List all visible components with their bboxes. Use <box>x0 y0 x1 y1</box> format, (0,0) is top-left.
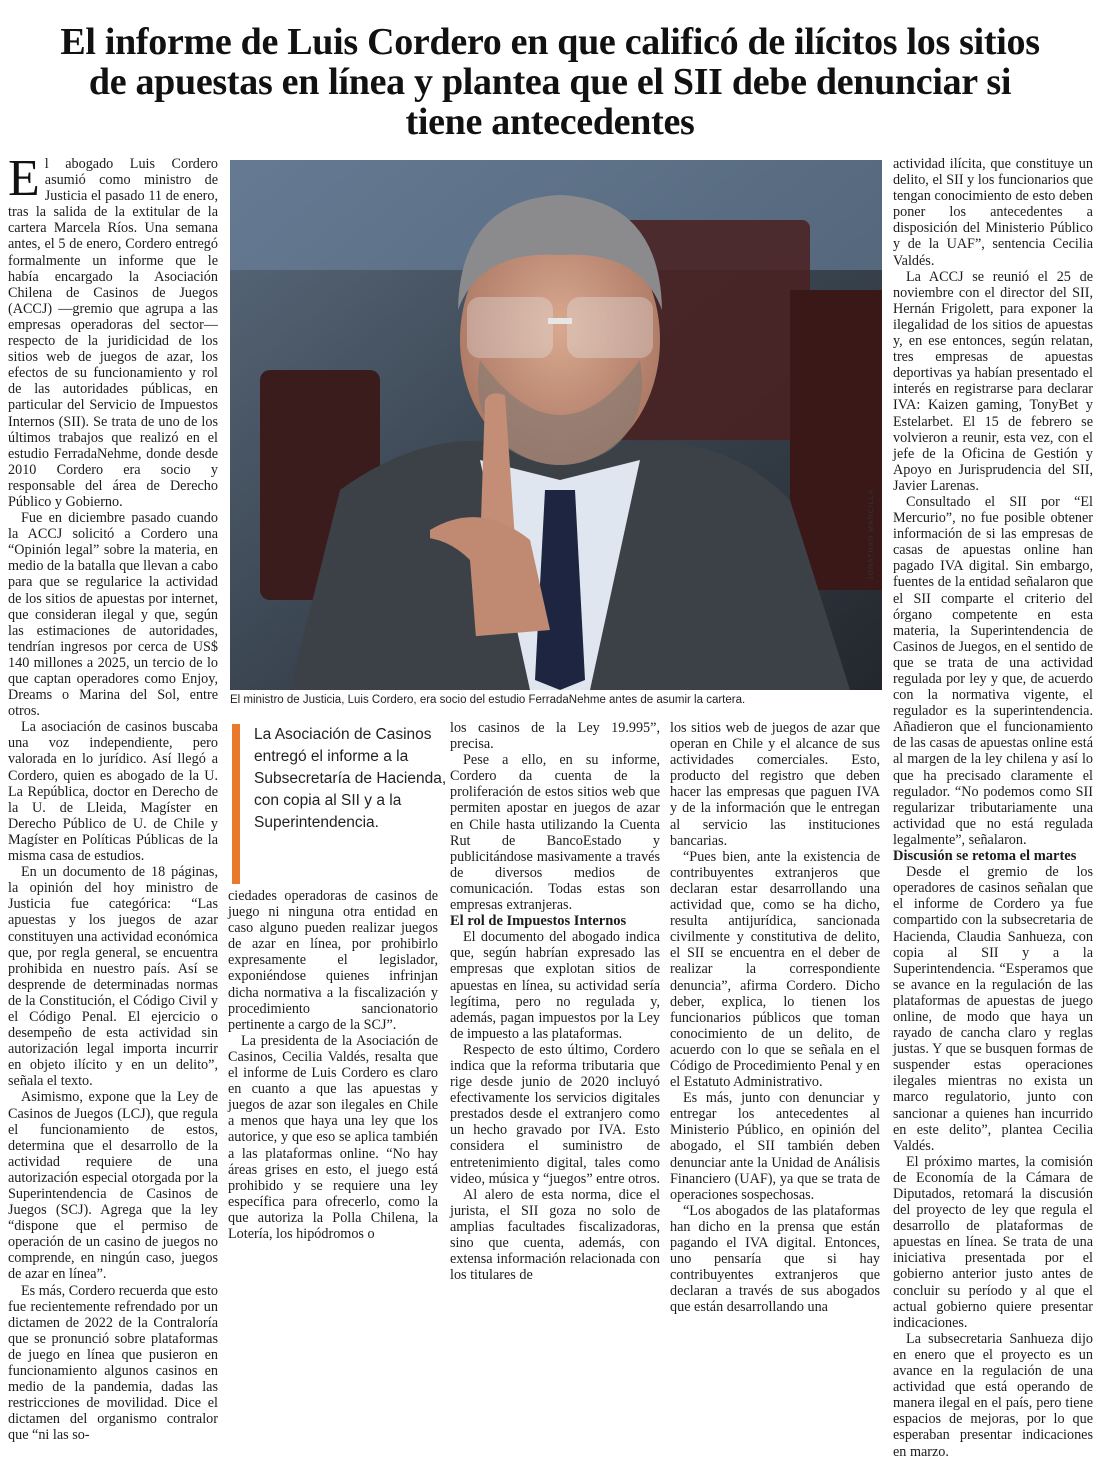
article-column-5 <box>893 156 1093 1460</box>
photo-credit: JONATHAN MANCILLA <box>868 488 875 580</box>
paragraph: Asimismo, expone que la Ley de Casinos de Juegos (LCJ), que regula el funcionamiento de estos, determina que el desarrollo de la actividad requiere de una autorización especial otorgada por la Superintendencia de Casinos de Juegos (SCJ). Agrega que la ley “dispone que el permiso de operación de un casino de juegos no comprende, en ningún caso, juegos de azar en línea”. <box>8 1089 218 1283</box>
paragraph: Es más, Cordero recuerda que esto fue recientemente refrendado por un dictamen de 2022 de la Contraloría que se pronunció sobre plataformas de juego en línea que pusieron en funcionamiento algunos casinos en medio de la pandemia, dadas las restricciones de movilidad. Dice el dictamen del organismo contralor que “ni las so- <box>8 1282 218 1444</box>
paragraph: los casinos de la Ley 19.995”, precisa. <box>450 720 660 753</box>
paragraph: actividad ilícita, que constituye un delito, el SII y los funcionarios que tengan conocimiento de esto deben poner los antecedentes a disposición del Ministerio Público y de la UAF”, sentencia Cecilia Valdés. <box>893 156 1093 269</box>
paragraph: Fue en diciembre pasado cuando la ACCJ solicitó a Cordero una “Opinión legal” sobre la materia, en medio de la batalla que llevan a cabo para que se regularice la actividad de los sitios de apuestas por internet, que consideran ilegal y que, según las estimaciones de autoridades, tendrían ingresos por cerca de US$ 140 millones a 2025, un tercio de lo que captan operadores como Enjoy, Dreams o Marina del Sol, entre otros. <box>8 510 218 720</box>
paragraph: Respecto de esto último, Cordero indica que la reforma tributaria que rige desde junio de 2020 incluyó efectivamente los servicios digitales prestados desde el extranjero como un hecho gravado por IVA. Esto considera el suministro de entretenimiento digital, tales como video, música y “juegos” entre otros. <box>450 1041 660 1187</box>
paragraph: El abogado Luis Cordero asumió como ministro de Justicia el pasado 11 de enero, tras la salida de la extitular de la cartera Marcela Ríos. Una semana antes, el 5 de enero, Cordero entregó formalmente un informe que le había encargado la Asociación Chilena de Casinos de Juegos (ACCJ) —gremio que agrupa a las empresas operadoras del sector— respecto de la juridicidad de los sitios web de juegos de azar, los efectos de su funcionamiento y rol de las autoridades públicas, en particular del Servicio de Impuestos Internos (SII). Se trata de uno de los últimos trabajos que realizó en el estudio FerradaNehme, donde desde 2010 Cordero era socio y responsable del área de Derecho Público y Gobierno. <box>8 150 218 510</box>
paragraph: La presidenta de la Asociación de Casinos, Cecilia Valdés, resalta que el informe de Luis Cordero es claro en cuanto a que las apuestas y juegos de azar son ilegales en Chile a menos que haya una ley que los autorice, y que eso se aplica también a las plataformas online. “No hay áreas grises en esto, el juego está prohibido y se requiere una ley específica para ofrecerlo, como la que autoriza la Polla Chilena, la Lotería, los hipódromos o <box>228 1032 438 1242</box>
paragraph: ciedades operadoras de casinos de juego ni ninguna otra entidad en caso alguno pueden realizar juegos de azar en línea, por prohibirlo expresamente el legislador, exponiéndose quienes infrinjan dicha normativa a la fiscalización y procedimiento sancionatorio pertinente a cargo de la SCJ”. <box>228 888 438 1033</box>
article-column-4 <box>670 720 880 1316</box>
paragraph: Al alero de esta norma, dice el jurista, el SII goza no solo de amplias facultades fiscalizadoras, sino que cuenta, además, con extensa información relacionada con los titulares de <box>450 1186 660 1284</box>
paragraph: Pese a ello, en su informe, Cordero da cuenta de la proliferación de estos sitios web que permiten apostar en juegos de azar en Chile hasta utilizando la Cuenta Rut de BancoEstado y publicitándose masivamente a través de diversos medios de comunicación. Todas estas son empresas extranjeras. <box>450 752 660 914</box>
article-column-1 <box>8 150 218 1444</box>
paragraph: El próximo martes, la comisión de Economía de la Cámara de Diputados, retomará la discusión del proyecto de ley que regula el desarrollo de plataformas de apuestas en línea. Se trata de una iniciativa presentada por el gobierno anterior justo antes de concluir su período y al que el actual gobierno quiere presentar indicaciones. <box>893 1153 1093 1331</box>
paragraph: Consultado el SII por “El Mercurio”, no fue posible obtener información de si las empresas de casas de apuestas online han pagado IVA digital. Sin embargo, fuentes de la entidad señalaron que el SII comparte el criterio del órgano competente en esta materia, la Superintendencia de Casinos de Juegos, en el sentido de que se trata de una actividad regulada por ley y que, de acuerdo con la normativa vigente, el regulador es la superintendencia. Añadieron que el funcionamiento de las casas de apuestas online está al margen de la ley chilena y así lo que ha precisado claramente el regulador. “No podemos como SII regularizar tributariamente una actividad que no está regulada legalmente”, señalaron. <box>893 493 1093 848</box>
article-column-3 <box>450 720 660 1284</box>
drop-cap: E <box>8 150 40 207</box>
paragraph: Es más, junto con denunciar y entregar los antecedentes al Ministerio Público, en opinión del abogado, el SII también deben denunciar ante la Unidad de Análisis Financiero (UAF), ya que se trata de operaciones sospechosas. <box>670 1090 880 1203</box>
paragraph: La ACCJ se reunió el 25 de noviembre con el director del SII, Hernán Frigolett, para exponer la ilegalidad de los sitios de apuestas y, en ese entonces, según relatan, tres empresas de apuestas deportivas ya habían presentado el interés en registrarse para declarar IVA: Kaizen gaming, TonyBet y Estelarbet. El 15 de febrero se volvieron a reunir, esta vez, con el jefe de la Oficina de Gestión y Apoyo en Jurisprudencia del SII, Javier Larenas. <box>893 268 1093 494</box>
paragraph: Desde el gremio de los operadores de casinos señalan que el informe de Cordero ya fue compartido con la subsecretaria de Hacienda, Claudia Sanhueza, con copia al SII y a la Superintendencia. “Esperamos que se avance en la regulación de las plataformas de apuestas de juego online, de modo que haya un rayado de cancha claro y reglas justas. Y que se busquen formas de suspender estas operaciones ilegales mientras no exista un marco regulatorio, junto con sancionar a quienes han incurrido en este delito”, plantea Cecilia Valdés. <box>893 864 1093 1154</box>
paragraph: los sitios web de juegos de azar que operan en Chile y el alcance de sus actividades comerciales. Esto, producto del registro que deben hacer las empresas que paguen IVA y de la información que le entregan al servicio las instituciones bancarias. <box>670 720 880 849</box>
section-subhead: Discusión se retoma el martes <box>893 848 1077 865</box>
photo-caption: El ministro de Justicia, Luis Cordero, era socio del estudio FerradaNehme antes de asumir la cartera. <box>230 694 746 706</box>
paragraph: “Pues bien, ante la existencia de contribuyentes extranjeros que declaran estar desarrollando una actividad que, como se ha dicho, resulta antijurídica, sancionada civilmente y constitutiva de delito, el SII se encuentra en el deber de realizar la correspondiente denuncia”, afirma Cordero. Dicho deber, explica, lo tienen los funcionarios públicos que toman conocimiento de un delito, de acuerdo con lo que se señala en el Código de Procedimiento Penal y en el Estatuto Administrativo. <box>670 848 880 1091</box>
headline: El informe de Luis Cordero en que calificó de ilícitos los sitios de apuestas en línea y plantea que el SII debe denunciar si tiene antecedentes <box>60 21 1040 143</box>
section-subhead: El rol de Impuestos Internos <box>450 913 627 930</box>
pull-quote: La Asociación de Casinos entregó el informe a la Subsecretaría de Hacienda, con copia al SII y a la Superintendencia. <box>232 724 454 884</box>
portrait-photo <box>230 160 882 690</box>
paragraph: En un documento de 18 páginas, la opinión del hoy ministro de Justicia fue categórica: “Las apuestas y los juegos de azar constituyen una actividad económica que, por regla general, se encuentra prohibida en nuestro país. Así se desprende de determinadas normas de la Constitución, el Código Civil y el Código Penal. El ejercicio o desempeño de esta actividad sin autorización legal importa incurrir en objeto ilícito y en un delito”, señala el texto. <box>8 864 218 1090</box>
paragraph: “Los abogados de las plataformas han dicho en la prensa que están pagando el IVA digital. Entonces, uno pensaría que si hay contribuyentes extranjeros que declaran a través de sus abogados que están desarrollando una <box>670 1202 880 1316</box>
paragraph: El documento del abogado indica que, según habrían expresado las empresas que explotan sitios de apuestas en línea, su actividad sería legítima, pero no regulada y, además, pagan impuestos por la Ley de impuesto a las plataformas. <box>450 929 660 1042</box>
paragraph: La subsecretaria Sanhueza dijo en enero que el proyecto es un avance en la regulación de una actividad que está operando de manera ilegal en el país, pero tiene espacios de mejoras, por lo que esperaban presentar indicaciones en marzo. <box>893 1330 1093 1460</box>
article-column-2 <box>228 888 438 1242</box>
portrait-illustration <box>230 160 882 690</box>
paragraph: La asociación de casinos buscaba una voz independiente, pero valorada en lo jurídico. Así llegó a Cordero, quien es abogado de la U. La República, doctor en Derecho de la U. de Lleida, Magíster en Derecho Público de U. de Chile y Magíster en Políticas Públicas de la misma casa de estudios. <box>8 719 218 865</box>
